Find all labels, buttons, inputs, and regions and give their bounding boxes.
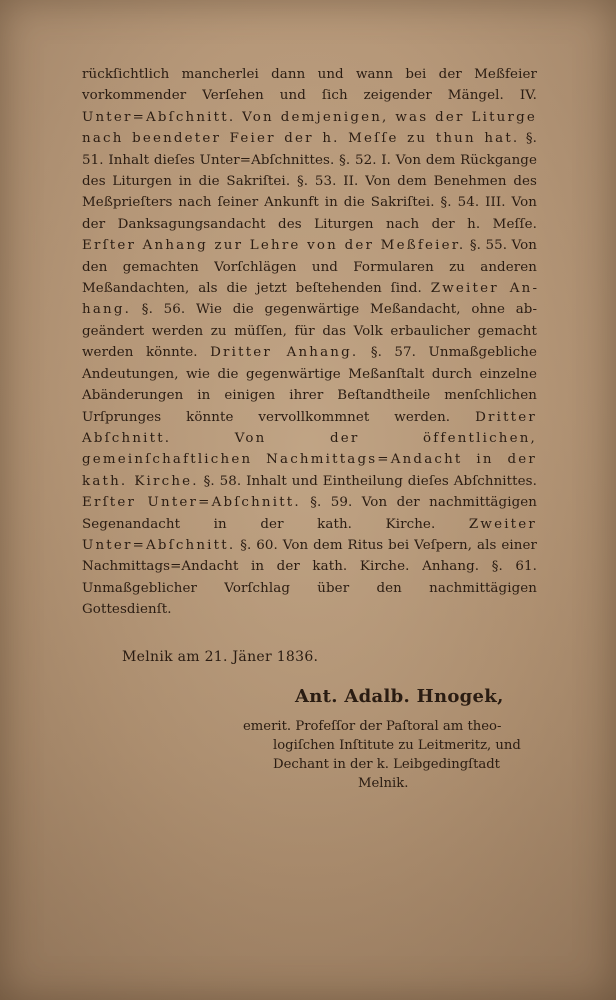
section-heading-text: Dritter Abſchnitt. Von der öffentlichen, gemeinſchaftlichen Nachmittags=Andacht in der kath. Kirche. xyxy=(82,409,537,489)
signature-title-line: Dechant in der k. Leibgedingſtadt xyxy=(273,757,500,772)
section-heading-text: Erſter Anhang zur Lehre von der Meßfeier. xyxy=(82,238,466,254)
section-heading-text: Erſter Unter=Abſchnitt. xyxy=(82,495,301,511)
body-text-segment: §. 56. Wie die gegenwärtige Meßandacht, ohne abgeändert werden zu müſſen, für das Volk erbaulicher gemacht werden könnte. xyxy=(82,302,537,361)
section-heading-text: Zweiter Unter=Abſchnitt. xyxy=(82,516,537,553)
body-text-segment: rückſichtlich mancherlei dann und wann bei der Meßfeier vorkommender Verſehen und ſich zeigender Mängel. IV. xyxy=(82,67,537,104)
body-text-segment: §. 51. Inhalt dieſes Unter=Abſchnittes. §. 52. I. Von dem Rückgange des Liturgen in die Sakriſtei. §. 53. II. Von dem Benehmen des Meßprieſters nach ſeiner Ankunft in die Sakriſtei. §. 54. III. Von der Danksagungsandacht des Liturgen nach der h. Meſſe. xyxy=(82,131,537,232)
section-heading-text: Dritter Anhang. xyxy=(210,345,359,361)
section-heading-text: Unter=Abſchnitt. Von demjenigen, was der Liturge nach beendeter Feier der h. Meſſe zu thun hat. xyxy=(82,109,537,147)
signature-title-line: emerit. Profeſſor der Paſtoral am theo- xyxy=(243,719,502,734)
signature-title xyxy=(243,717,543,793)
date-line: Melnik am 21. Jäner 1836. xyxy=(122,649,319,665)
signature-name: Ant. Adalb. Hnogek, xyxy=(295,686,504,707)
section-heading-text: Zweiter Anhang. xyxy=(82,281,537,318)
body-text-segment: §. 58. Inhalt und Eintheilung dieſes Abſchnittes. xyxy=(198,473,537,489)
body-text-segment: §. 55. Von den gemachten Vorſchlägen und Formularen zu anderen Meßandachten, als die jetzt beſtehenden ſind. xyxy=(82,238,537,297)
body-text-segment: §. 60. Von dem Ritus bei Veſpern, als einer Nachmittags=Andacht in der kath. Kirche. Anhang. §. 61. Unmaßgeblicher Vorſchlag über den nachmittägigen Gottesdienſt. xyxy=(82,537,537,618)
signature-title-line: Melnik. xyxy=(358,776,409,791)
signature-title-line: logiſchen Inſtitute zu Leitmeritz, und xyxy=(273,738,521,753)
body-text-segment: §. 57. Unmaßgebliche Andeutungen, wie die gegenwärtige Meßanſtalt durch einzelne Abänderungen in einigen ihrer Beſtandtheile menſchlichen Urſprunges könnte vervollkommnet werden. xyxy=(82,345,537,425)
body-text-segment: §. 59. Von der nachmittägigen Segenandacht in der kath. Kirche. xyxy=(82,495,537,532)
table-of-contents-text xyxy=(82,64,537,621)
